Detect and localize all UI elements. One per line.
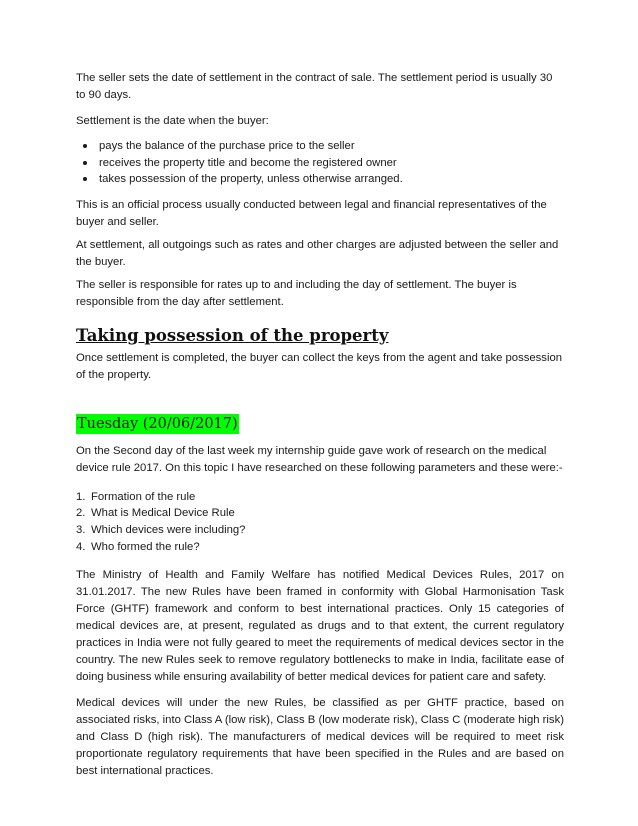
list-item: pays the balance of the purchase price to the seller — [76, 138, 564, 155]
list-item: 4. Who formed the rule? — [76, 540, 200, 553]
settlement-definition-paragraph: Settlement is the date when the buyer: — [76, 115, 269, 127]
bullet-icon — [83, 177, 87, 181]
outgoings-paragraph: At settlement, all outgoings such as rates and other charges are adjusted between the seller and the buyer. — [76, 238, 559, 268]
list-item: takes possession of the property, unless otherwise arranged. — [76, 171, 564, 188]
section-heading: Taking possession of the property — [76, 325, 389, 345]
list-item: 1. Formation of the rule — [76, 490, 196, 503]
bullet-icon — [83, 144, 87, 148]
medical-devices-rules-paragraph: The Ministry of Health and Family Welfare has notified Medical Devices Rules, 2017 on 31.01.2017. The new Rules have been framed in conformity with Global Harmonisation Task Force (GHTF) framework and conform to best international practices. Only 15 categories of medical devices are, at present, regulated as drugs and to that extent, the current regulatory practices in India were not fully geared to meet the requirements of medical devices sector in the country. The new Rules seek to remove regulatory bottlenecks to make in India, facilitate ease of doing business while ensuring availability of better medical devices for patient care and safety. — [76, 568, 564, 683]
bullet-icon — [83, 161, 87, 165]
official-process-paragraph: This is an official process usually conducted between legal and financial representatives of the buyer and seller. — [76, 198, 547, 228]
list-item: 2. What is Medical Device Rule — [76, 507, 235, 520]
list-item: receives the property title and become the registered owner — [76, 155, 564, 172]
date-heading: Tuesday (20/06/2017) — [77, 415, 238, 432]
settlement-date-paragraph: The seller sets the date of settlement in the contract of sale. The settlement period is usually 30 to 90 days. — [76, 72, 553, 101]
research-parameters-list — [76, 489, 564, 556]
list-item: 3. Which devices were including? — [76, 524, 246, 537]
classification-paragraph: Medical devices will under the new Rules, be classified as per GHTF practice, based on associated risks, into Class A (low risk), Class B (low moderate risk), Class C (moderate high risk) and Class D (high risk). The manufacturers of medical devices will be required to meet risk proportionate regulatory requirements that have been specified in the Rules and are based on best international practices. — [76, 696, 564, 777]
intro-paragraph: On the Second day of the last week my internship guide gave work of research on the medical device rule 2017. On this topic I have researched on these following parameters and these were:- — [76, 444, 563, 474]
buyer-actions-list — [76, 138, 564, 188]
rates-responsibility-paragraph: The seller is responsible for rates up to and including the day of settlement. The buyer is responsible from the day after settlement. — [76, 278, 517, 308]
document-page — [76, 70, 564, 780]
possession-paragraph: Once settlement is completed, the buyer can collect the keys from the agent and take possession of the property. — [76, 351, 563, 381]
